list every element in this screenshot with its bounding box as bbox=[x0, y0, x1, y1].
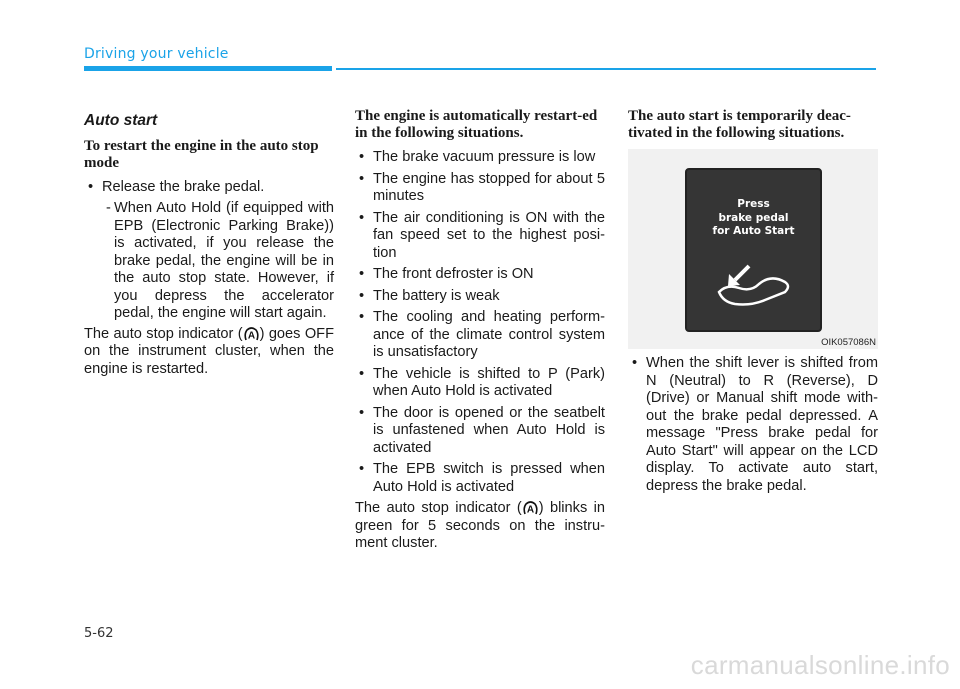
list-item bbox=[355, 171, 605, 206]
restart-subheading: To restart the engine in the auto stop mode bbox=[84, 137, 319, 171]
list-item-text: The engine has stopped for about 5 minutes bbox=[373, 170, 605, 204]
section-title: Driving your vehicle bbox=[84, 46, 229, 62]
bullet-icon: • bbox=[359, 287, 365, 304]
svg-text:A: A bbox=[526, 504, 534, 515]
page-number: 5-62 bbox=[84, 626, 114, 641]
list-item bbox=[355, 309, 605, 362]
list-item-text: When the shift lever is shifted from N (Neutral) to R (Reverse), D (Drive) or Manual shift mode with-out the brake pedal depressed. A message "Press brake pedal for Auto Start" will appear on the LCD display. To activate auto start, depress the brake pedal. bbox=[646, 355, 878, 494]
paragraph-text-after: ) goes OFF on the instrument cluster, when the engine is restarted. bbox=[84, 325, 334, 377]
sub-list-item-text: When Auto Hold (if equipped with EPB (Electronic Parking Brake)) is activated, if you release the brake pedal, the engine will be in the auto stop state. However, if you depress the accelerator pedal, the engine will start again. bbox=[114, 200, 334, 321]
header-rule-thick bbox=[84, 66, 332, 71]
paragraph-text-before: The auto stop indicator ( bbox=[355, 500, 522, 516]
list-item-text: The front defroster is ON bbox=[373, 266, 534, 282]
deactivation-heading: The auto start is temporarily deac-tivated in the following situations. bbox=[628, 108, 851, 141]
paragraph-text-before: The auto stop indicator ( bbox=[84, 325, 243, 342]
bullet-icon: • bbox=[359, 149, 365, 165]
bullet-icon: • bbox=[88, 178, 94, 195]
list-item-text: The air conditioning is ON with the fan speed set to the highest posi-tion bbox=[373, 209, 605, 261]
indicator-paragraph bbox=[84, 326, 334, 379]
column-2 bbox=[355, 108, 605, 553]
list-item bbox=[355, 288, 605, 306]
list-item-text: The vehicle is shifted to P (Park) when Auto Hold is activated bbox=[373, 365, 605, 399]
header-rule-thin bbox=[336, 68, 876, 70]
dash-icon: - bbox=[106, 200, 111, 216]
lcd-display bbox=[685, 168, 822, 332]
bullet-icon: • bbox=[359, 209, 365, 226]
auto-stop-indicator-icon bbox=[522, 500, 539, 515]
list-item-text: Release the brake pedal. bbox=[102, 178, 265, 195]
watermark: carmanualsonline.info bbox=[690, 650, 950, 680]
list-item bbox=[355, 266, 605, 284]
list-item bbox=[355, 405, 605, 458]
bullet-icon: • bbox=[359, 266, 365, 282]
list-item-text: The door is opened or the seatbelt is unfastened when Auto Hold is activated bbox=[373, 404, 605, 456]
brake-pedal-icon bbox=[715, 262, 793, 310]
auto-stop-indicator-icon bbox=[243, 326, 260, 341]
list-item bbox=[355, 461, 605, 496]
bullet-icon: • bbox=[359, 404, 365, 421]
lcd-figure bbox=[628, 149, 878, 349]
bullet-icon: • bbox=[359, 365, 365, 382]
paragraph-text-after: ) blinks in green for 5 seconds on the instru-ment cluster. bbox=[355, 500, 606, 551]
blink-paragraph bbox=[355, 500, 605, 553]
figure-code: OIK057086N bbox=[821, 336, 876, 348]
column-1 bbox=[84, 108, 334, 378]
bullet-icon: • bbox=[359, 309, 365, 325]
bullet-icon: • bbox=[359, 170, 365, 187]
svg-text:A: A bbox=[247, 330, 255, 341]
bullet-icon: • bbox=[632, 355, 638, 371]
restart-situations-list bbox=[355, 149, 605, 496]
list-item bbox=[355, 366, 605, 401]
list-item bbox=[355, 210, 605, 263]
sub-list-item bbox=[92, 200, 334, 323]
list-item bbox=[628, 355, 878, 495]
list-item bbox=[84, 179, 334, 197]
list-item-text: The cooling and heating perform-ance of the climate control system is unsatisfactory bbox=[373, 309, 605, 360]
bullet-icon: • bbox=[359, 461, 365, 477]
list-item-text: The EPB switch is pressed when Auto Hold is activated bbox=[373, 461, 605, 495]
list-item-text: The battery is weak bbox=[373, 287, 500, 304]
lcd-message: Press brake pedal for Auto Start bbox=[712, 198, 795, 237]
auto-restart-heading: The engine is automatically restart-ed in the following situations. bbox=[355, 108, 598, 141]
list-item-text: The brake vacuum pressure is low bbox=[373, 149, 596, 165]
auto-start-heading: Auto start bbox=[84, 112, 158, 129]
list-item bbox=[355, 149, 605, 167]
column-3 bbox=[628, 108, 878, 499]
